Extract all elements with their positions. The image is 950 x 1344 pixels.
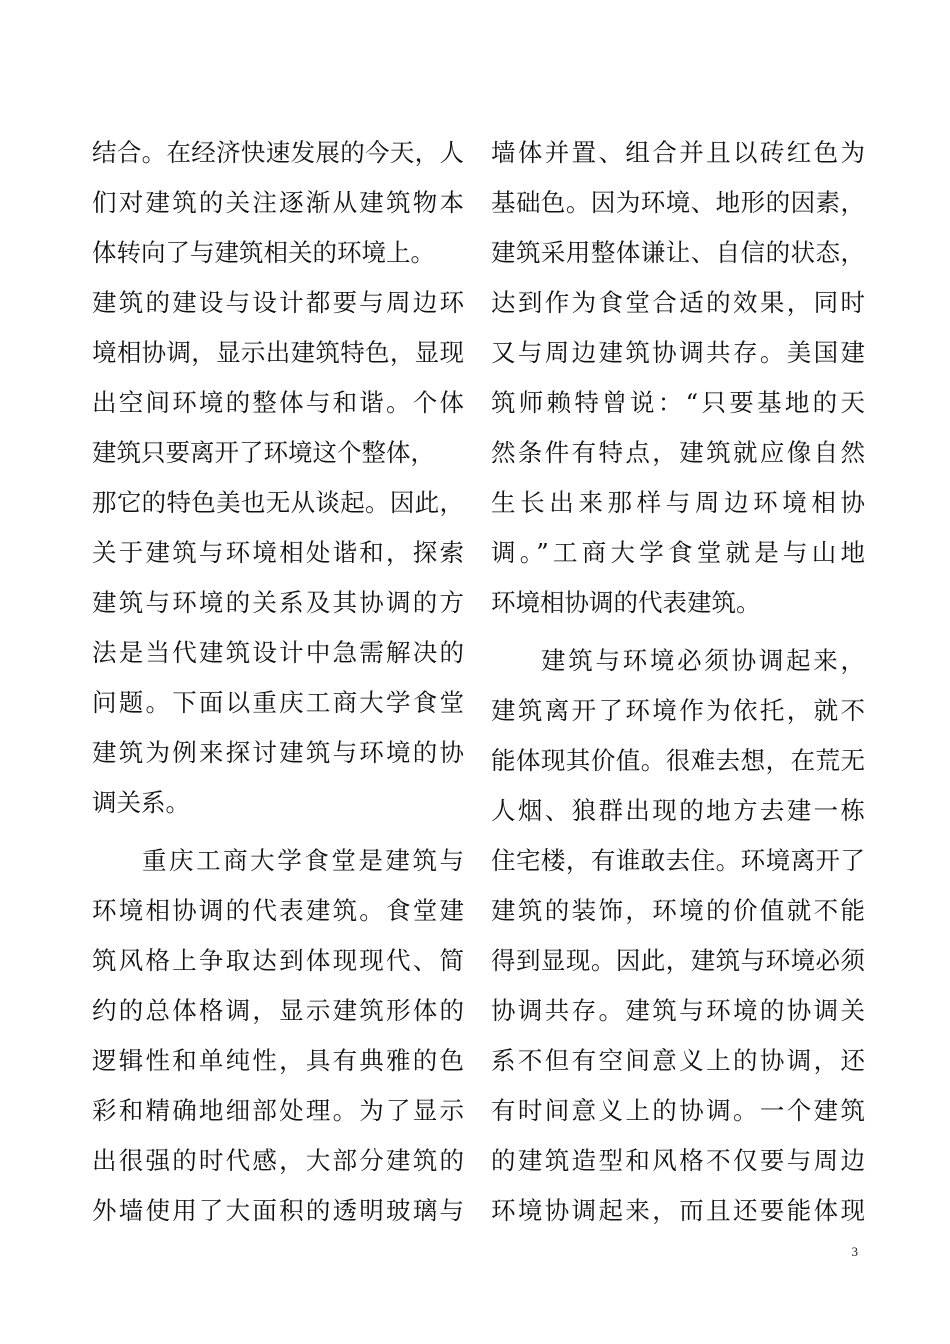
text-line: 生长出来那样与周边环境相协 (491, 488, 865, 517)
paragraph-first-line: 建筑与环境必须协调起来， (541, 646, 865, 675)
text-line: 关于建筑与环境相处谐和，探索 (92, 538, 464, 567)
text-line: 建筑与环境的关系及其协调的方 (92, 588, 464, 617)
paragraph-first-line: 重庆工商大学食堂是建筑与 (142, 846, 464, 875)
text-line: 住宅楼，有谁敢去住。环境离开了 (491, 846, 865, 875)
text-line: 问题。下面以重庆工商大学食堂 (92, 688, 464, 717)
text-line: 然条件有特点，建筑就应像自然 (491, 438, 865, 467)
text-line: 建筑的建设与设计都要与周边环 (92, 288, 464, 317)
text-line: 的建筑造型和风格不仅要与周边 (491, 1146, 865, 1175)
text-line: 出很强的时代感，大部分建筑的 (92, 1146, 464, 1175)
text-line: 协调共存。建筑与环境的协调关 (491, 996, 865, 1025)
text-line: 墙体并置、组合并且以砖红色为 (491, 138, 865, 167)
left-text-column (92, 128, 464, 1236)
text-line: 筑师赖特曾说：“只要基地的天 (491, 388, 865, 417)
text-line: 调关系。 (92, 788, 190, 817)
right-text-column (491, 128, 865, 1236)
text-line: 结合。在经济快速发展的今天，人 (92, 138, 464, 167)
text-line: 又与周边建筑协调共存。美国建 (491, 338, 865, 367)
text-line: 们对建筑的关注逐渐从建筑物本 (92, 188, 464, 217)
text-line: 那它的特色美也无从谈起。因此， (92, 488, 464, 517)
text-line: 得到显现。因此，建筑与环境必须 (491, 946, 865, 975)
text-line: 出空间环境的整体与和谐。个体 (92, 388, 464, 417)
text-line: 建筑为例来探讨建筑与环境的协 (92, 738, 464, 767)
text-line: 环境相协调的代表建筑。食堂建 (92, 896, 464, 925)
text-line: 体转向了与建筑相关的环境上。 (92, 238, 435, 267)
text-line: 环境协调起来，而且还要能体现 (491, 1196, 865, 1225)
text-line: 能体现其价值。很难去想，在荒无 (491, 746, 865, 775)
text-line: 建筑采用整体谦让、自信的状态， (491, 238, 865, 267)
text-line: 达到作为食堂合适的效果，同时 (491, 288, 865, 317)
text-line: 调。”工商大学食堂就是与山地 (491, 538, 865, 567)
text-line: 约的总体格调，显示建筑形体的 (92, 996, 464, 1025)
text-line: 有时间意义上的协调。一个建筑 (491, 1096, 865, 1125)
text-line: 逻辑性和单纯性，具有典雅的色 (92, 1046, 464, 1075)
text-line: 彩和精确地细部处理。为了显示 (92, 1096, 464, 1125)
text-line: 人烟、狼群出现的地方去建一栋 (491, 796, 865, 825)
page-number: 3 (851, 1244, 858, 1259)
text-line: 建筑离开了环境作为依托，就不 (491, 696, 865, 725)
text-line: 建筑的装饰，环境的价值就不能 (491, 896, 865, 925)
text-line: 法是当代建筑设计中急需解决的 (92, 638, 464, 667)
text-line: 基础色。因为环境、地形的因素， (491, 188, 865, 217)
text-line: 建筑只要离开了环境这个整体， (92, 438, 435, 467)
text-line: 筑风格上争取达到体现现代、简 (92, 946, 464, 975)
text-line: 境相协调，显示出建筑特色，显现 (92, 338, 464, 367)
text-line: 外墙使用了大面积的透明玻璃与 (92, 1196, 464, 1225)
text-line: 环境相协调的代表建筑。 (491, 588, 761, 617)
text-line: 系不但有空间意义上的协调，还 (491, 1046, 865, 1075)
